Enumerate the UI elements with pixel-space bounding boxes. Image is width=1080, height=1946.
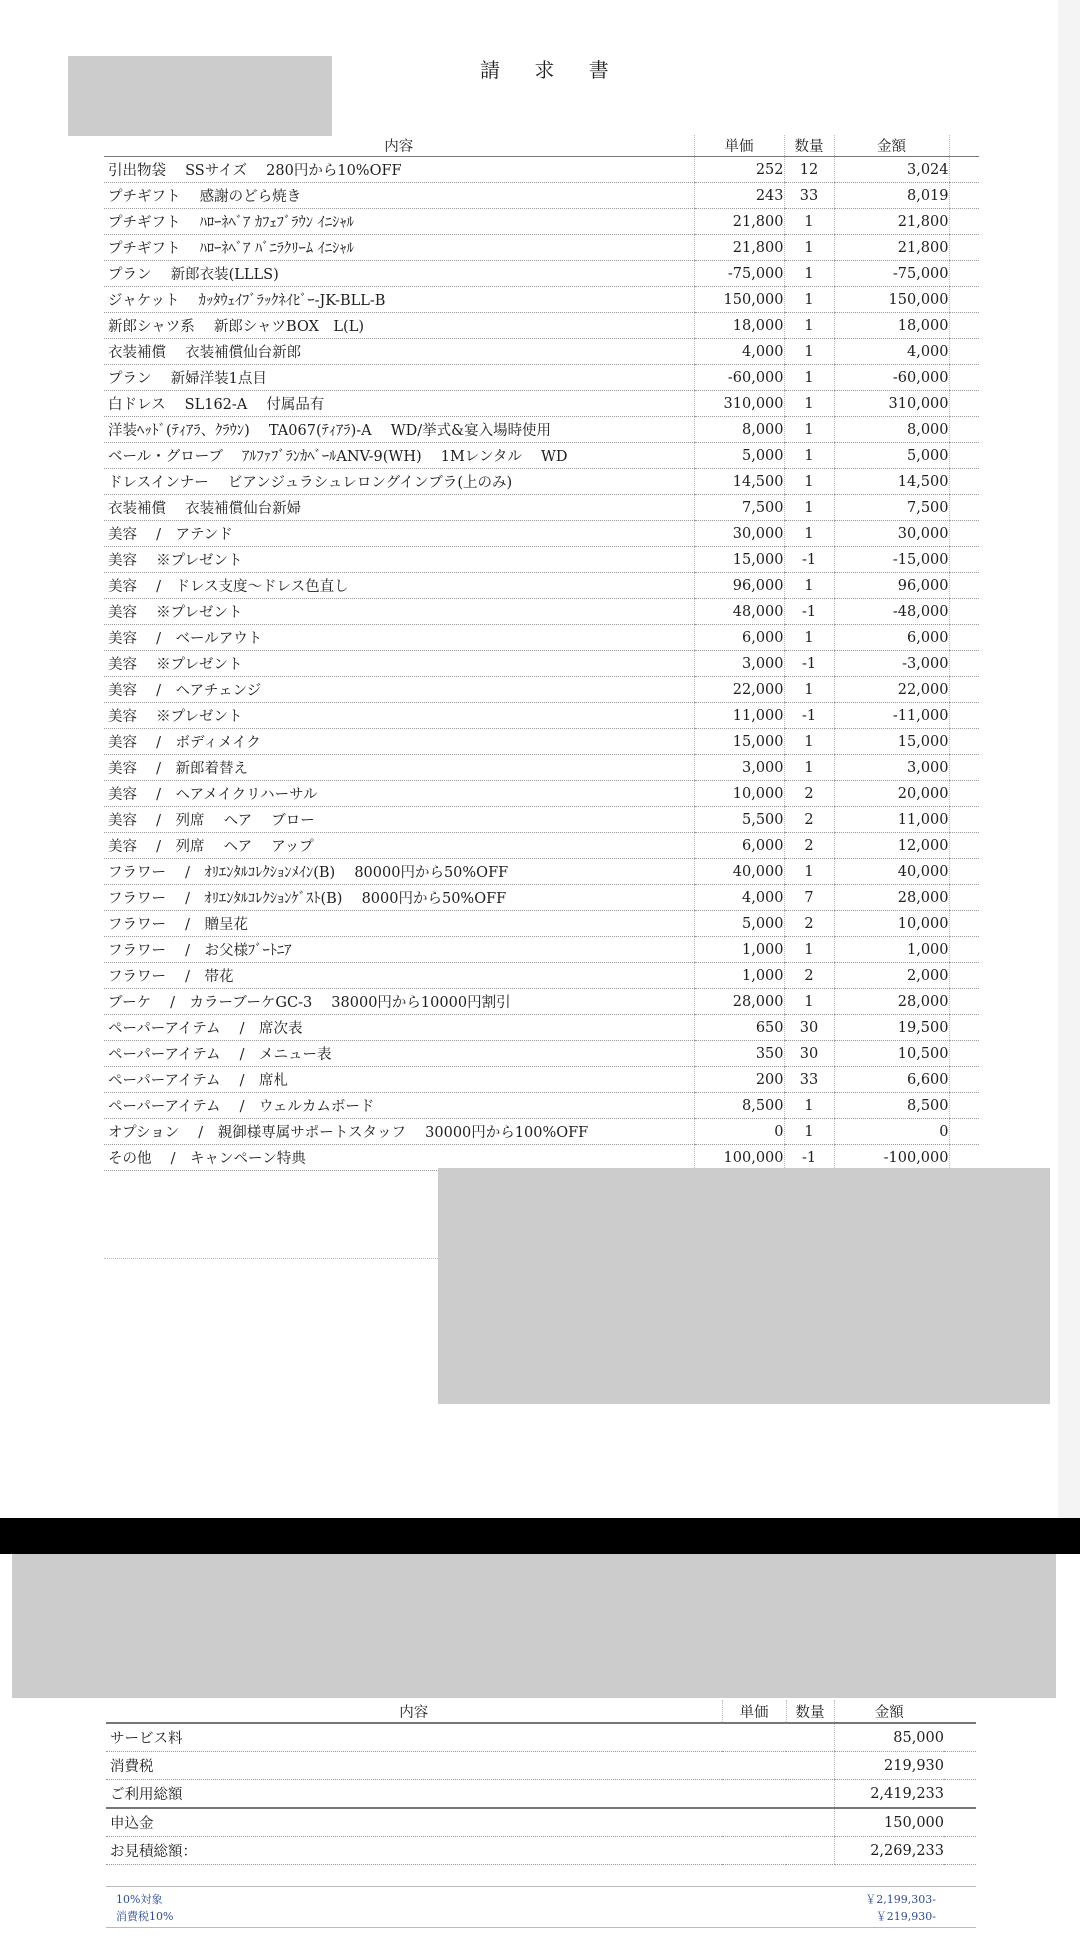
summary-label: 消費税 bbox=[106, 1752, 722, 1780]
row-unit-price: 310,000 bbox=[694, 391, 784, 417]
row-amount: 10,500 bbox=[834, 1041, 949, 1067]
row-unit-price: 11,000 bbox=[694, 703, 784, 729]
row-qty: -1 bbox=[784, 1145, 834, 1171]
row-unit-price: 22,000 bbox=[694, 677, 784, 703]
row-qty: 30 bbox=[784, 1015, 834, 1041]
table-row bbox=[104, 599, 979, 625]
row-qty: 2 bbox=[784, 807, 834, 833]
items-header-row bbox=[104, 135, 979, 157]
row-desc: プチギフト ﾊﾛｰﾈﾍﾞｱ ｶﾌｪﾌﾞﾗｳﾝ ｲﾆｼｬﾙ bbox=[104, 209, 694, 235]
row-unit-price: 3,000 bbox=[694, 755, 784, 781]
row-desc: ペーパーアイテム / 席札 bbox=[104, 1067, 694, 1093]
row-qty: 33 bbox=[784, 183, 834, 209]
redacted-block-stamp bbox=[438, 1168, 1050, 1404]
row-amount: -48,000 bbox=[834, 599, 949, 625]
row-amount: 150,000 bbox=[834, 287, 949, 313]
row-qty: 1 bbox=[784, 625, 834, 651]
row-unit-price: 6,000 bbox=[694, 833, 784, 859]
row-desc: 美容 / ヘアメイクリハーサル bbox=[104, 781, 694, 807]
table-row bbox=[104, 651, 979, 677]
row-amount: 18,000 bbox=[834, 313, 949, 339]
table-row bbox=[104, 1119, 979, 1145]
tax-label: 消費税10% bbox=[116, 1910, 174, 1923]
tax-value: ￥219,930- bbox=[875, 1910, 936, 1923]
row-amount: 40,000 bbox=[834, 859, 949, 885]
summary-table bbox=[106, 1700, 976, 1865]
row-desc: 美容 ※プレゼント bbox=[104, 547, 694, 573]
row-amount: 5,000 bbox=[834, 443, 949, 469]
row-amount: 19,500 bbox=[834, 1015, 949, 1041]
row-desc: 美容 / アテンド bbox=[104, 521, 694, 547]
row-amount: 14,500 bbox=[834, 469, 949, 495]
row-qty: 1 bbox=[784, 1119, 834, 1145]
row-unit-price: 7,500 bbox=[694, 495, 784, 521]
table-row bbox=[104, 209, 979, 235]
row-desc: プチギフト 感謝のどら焼き bbox=[104, 183, 694, 209]
table-row bbox=[104, 1015, 979, 1041]
table-row bbox=[104, 833, 979, 859]
table-row bbox=[104, 157, 979, 183]
summary-body bbox=[106, 1723, 976, 1865]
table-row bbox=[104, 1145, 979, 1171]
row-qty: 1 bbox=[784, 313, 834, 339]
summary-label: サービス料 bbox=[106, 1723, 722, 1752]
row-desc: 美容 / ドレス支度～ドレス色直し bbox=[104, 573, 694, 599]
table-row bbox=[104, 235, 979, 261]
row-qty: -1 bbox=[784, 547, 834, 573]
row-amount: 8,000 bbox=[834, 417, 949, 443]
summary-label: 申込金 bbox=[106, 1808, 722, 1837]
row-desc: ペーパーアイテム / ウェルカムボード bbox=[104, 1093, 694, 1119]
row-qty: 1 bbox=[784, 443, 834, 469]
row-qty: 1 bbox=[784, 495, 834, 521]
row-qty: -1 bbox=[784, 703, 834, 729]
row-unit-price: 8,000 bbox=[694, 417, 784, 443]
row-qty: 1 bbox=[784, 989, 834, 1015]
row-amount: 8,500 bbox=[834, 1093, 949, 1119]
summary-amount: 2,269,233 bbox=[834, 1837, 944, 1865]
row-qty: 1 bbox=[784, 573, 834, 599]
tax-breakdown bbox=[106, 1886, 976, 1928]
summary-row bbox=[106, 1808, 976, 1837]
row-amount: 15,000 bbox=[834, 729, 949, 755]
items-table bbox=[104, 135, 979, 1171]
row-desc: 美容 ※プレゼント bbox=[104, 599, 694, 625]
summary-label: お見積総額： bbox=[106, 1837, 722, 1865]
table-row bbox=[104, 547, 979, 573]
summary-header-desc: 内容 bbox=[106, 1700, 722, 1723]
row-qty: 1 bbox=[784, 1093, 834, 1119]
row-desc: 美容 / ベールアウト bbox=[104, 625, 694, 651]
tax-target-label: 10%対象 bbox=[116, 1893, 163, 1906]
row-desc: 美容 / ヘアチェンジ bbox=[104, 677, 694, 703]
row-unit-price: 21,800 bbox=[694, 209, 784, 235]
divider bbox=[104, 1258, 438, 1259]
row-amount: 11,000 bbox=[834, 807, 949, 833]
row-unit-price: 96,000 bbox=[694, 573, 784, 599]
row-unit-price: 252 bbox=[694, 157, 784, 183]
row-unit-price: 100,000 bbox=[694, 1145, 784, 1171]
row-desc: プチギフト ﾊﾛｰﾈﾍﾞｱ ﾊﾞﾆﾗｸﾘｰﾑ ｲﾆｼｬﾙ bbox=[104, 235, 694, 261]
row-amount: 22,000 bbox=[834, 677, 949, 703]
row-unit-price: 4,000 bbox=[694, 339, 784, 365]
table-row bbox=[104, 443, 979, 469]
row-unit-price: 0 bbox=[694, 1119, 784, 1145]
row-qty: 1 bbox=[784, 365, 834, 391]
row-unit-price: 243 bbox=[694, 183, 784, 209]
row-desc: プラン 新郎衣装(LLLS) bbox=[104, 261, 694, 287]
row-qty: 1 bbox=[784, 235, 834, 261]
row-amount: 21,800 bbox=[834, 235, 949, 261]
row-qty: 1 bbox=[784, 469, 834, 495]
row-desc: ドレスインナー ビアンジュラシュレロングインブラ(上のみ) bbox=[104, 469, 694, 495]
summary-row bbox=[106, 1837, 976, 1865]
row-unit-price: 3,000 bbox=[694, 651, 784, 677]
summary-header-qty: 数量 bbox=[786, 1700, 834, 1723]
row-qty: 2 bbox=[784, 963, 834, 989]
row-unit-price: 30,000 bbox=[694, 521, 784, 547]
row-qty: 12 bbox=[784, 157, 834, 183]
row-unit-price: 1,000 bbox=[694, 937, 784, 963]
row-amount: 4,000 bbox=[834, 339, 949, 365]
table-row bbox=[104, 885, 979, 911]
table-row bbox=[104, 781, 979, 807]
table-row bbox=[104, 365, 979, 391]
row-qty: 1 bbox=[784, 417, 834, 443]
table-row bbox=[104, 183, 979, 209]
table-row bbox=[104, 677, 979, 703]
row-qty: 1 bbox=[784, 339, 834, 365]
row-qty: 7 bbox=[784, 885, 834, 911]
table-row bbox=[104, 1093, 979, 1119]
table-row bbox=[104, 521, 979, 547]
table-row bbox=[104, 807, 979, 833]
row-qty: -1 bbox=[784, 651, 834, 677]
row-desc: 美容 ※プレゼント bbox=[104, 651, 694, 677]
row-unit-price: 28,000 bbox=[694, 989, 784, 1015]
row-qty: 2 bbox=[784, 781, 834, 807]
row-amount: 1,000 bbox=[834, 937, 949, 963]
summary-amount: 85,000 bbox=[834, 1723, 944, 1752]
table-row bbox=[104, 937, 979, 963]
row-unit-price: 21,800 bbox=[694, 235, 784, 261]
row-desc: 洋装ﾍｯﾄﾞ(ﾃｨｱﾗ、ｸﾗｳﾝ) TA067(ﾃｨｱﾗ)-A WD/挙式&宴入場時使用 bbox=[104, 417, 694, 443]
header-unit-price: 単価 bbox=[694, 135, 784, 157]
row-amount: 6,600 bbox=[834, 1067, 949, 1093]
header-desc: 内容 bbox=[104, 135, 694, 157]
row-unit-price: 350 bbox=[694, 1041, 784, 1067]
row-unit-price: 4,000 bbox=[694, 885, 784, 911]
row-amount: 28,000 bbox=[834, 989, 949, 1015]
row-desc: ジャケット ｶｯﾀｳｪｲﾌﾞﾗｯｸﾈｲﾋﾞｰ-JK-BLL-B bbox=[104, 287, 694, 313]
header-amount: 金額 bbox=[834, 135, 949, 157]
row-qty: 1 bbox=[784, 859, 834, 885]
row-unit-price: 18,000 bbox=[694, 313, 784, 339]
row-desc: ベール・グローブ ｱﾙﾌｧﾌﾞﾗﾝｶﾍﾞｰﾙANV-9(WH) 1Mレンタル WD bbox=[104, 443, 694, 469]
row-unit-price: 650 bbox=[694, 1015, 784, 1041]
row-desc: フラワー / 贈呈花 bbox=[104, 911, 694, 937]
row-amount: 2,000 bbox=[834, 963, 949, 989]
row-desc: 衣装補償 衣装補償仙台新婦 bbox=[104, 495, 694, 521]
row-amount: 21,800 bbox=[834, 209, 949, 235]
row-unit-price: 5,500 bbox=[694, 807, 784, 833]
table-row bbox=[104, 287, 979, 313]
row-desc: フラワー / お父様ﾌﾞｰﾄﾆｱ bbox=[104, 937, 694, 963]
row-unit-price: 1,000 bbox=[694, 963, 784, 989]
row-qty: 1 bbox=[784, 755, 834, 781]
redacted-block-header bbox=[68, 56, 332, 136]
row-amount: 20,000 bbox=[834, 781, 949, 807]
row-desc: 美容 ※プレゼント bbox=[104, 703, 694, 729]
row-unit-price: 15,000 bbox=[694, 729, 784, 755]
row-amount: 10,000 bbox=[834, 911, 949, 937]
summary-header-amount: 金額 bbox=[834, 1700, 944, 1723]
row-amount: 0 bbox=[834, 1119, 949, 1145]
table-row bbox=[104, 339, 979, 365]
summary-amount: 219,930 bbox=[834, 1752, 944, 1780]
table-row bbox=[104, 1067, 979, 1093]
table-row bbox=[104, 963, 979, 989]
summary-row bbox=[106, 1723, 976, 1752]
table-row bbox=[104, 469, 979, 495]
row-amount: 8,019 bbox=[834, 183, 949, 209]
row-qty: -1 bbox=[784, 599, 834, 625]
table-row bbox=[104, 391, 979, 417]
row-desc: オプション / 親御様専属サポートスタッフ 30000円から100%OFF bbox=[104, 1119, 694, 1145]
row-desc: 美容 / 列席 ヘア アップ bbox=[104, 833, 694, 859]
row-desc: 白ドレス SL162-A 付属品有 bbox=[104, 391, 694, 417]
row-qty: 33 bbox=[784, 1067, 834, 1093]
row-unit-price: 8,500 bbox=[694, 1093, 784, 1119]
row-desc: プラン 新婦洋装1点目 bbox=[104, 365, 694, 391]
summary-row bbox=[106, 1752, 976, 1780]
row-qty: 1 bbox=[784, 677, 834, 703]
table-row bbox=[104, 573, 979, 599]
row-unit-price: 150,000 bbox=[694, 287, 784, 313]
summary-header-unit-price: 単価 bbox=[722, 1700, 786, 1723]
row-unit-price: 5,000 bbox=[694, 911, 784, 937]
table-row bbox=[104, 313, 979, 339]
row-amount: -75,000 bbox=[834, 261, 949, 287]
summary-amount: 2,419,233 bbox=[834, 1780, 944, 1809]
row-desc: ペーパーアイテム / メニュー表 bbox=[104, 1041, 694, 1067]
row-desc: 美容 / 列席 ヘア ブロー bbox=[104, 807, 694, 833]
page-edge bbox=[1058, 0, 1080, 1518]
summary-label: ご利用総額 bbox=[106, 1780, 722, 1809]
row-qty: 30 bbox=[784, 1041, 834, 1067]
invoice-title: 請 求 書 bbox=[480, 58, 623, 82]
row-amount: 30,000 bbox=[834, 521, 949, 547]
table-row bbox=[104, 417, 979, 443]
row-unit-price: 48,000 bbox=[694, 599, 784, 625]
row-amount: 96,000 bbox=[834, 573, 949, 599]
row-amount: -3,000 bbox=[834, 651, 949, 677]
table-row bbox=[104, 495, 979, 521]
row-unit-price: 10,000 bbox=[694, 781, 784, 807]
row-qty: 1 bbox=[784, 937, 834, 963]
row-qty: 1 bbox=[784, 287, 834, 313]
row-qty: 2 bbox=[784, 911, 834, 937]
row-qty: 1 bbox=[784, 261, 834, 287]
row-unit-price: 14,500 bbox=[694, 469, 784, 495]
table-row bbox=[104, 989, 979, 1015]
row-qty: 1 bbox=[784, 521, 834, 547]
row-desc: フラワー / 帯花 bbox=[104, 963, 694, 989]
table-row bbox=[104, 911, 979, 937]
row-desc: 衣装補償 衣装補償仙台新郎 bbox=[104, 339, 694, 365]
row-unit-price: 200 bbox=[694, 1067, 784, 1093]
summary-row bbox=[106, 1780, 976, 1809]
row-desc: 美容 / ボディメイク bbox=[104, 729, 694, 755]
table-row bbox=[104, 729, 979, 755]
row-desc: 美容 / 新郎着替え bbox=[104, 755, 694, 781]
row-amount: 3,000 bbox=[834, 755, 949, 781]
row-amount: -15,000 bbox=[834, 547, 949, 573]
row-desc: フラワー / ｵﾘｴﾝﾀﾙｺﾚｸｼｮﾝｹﾞｽﾄ(B) 8000円から50%OFF bbox=[104, 885, 694, 911]
tax-target-value: ￥2,199,303- bbox=[865, 1893, 936, 1906]
row-qty: 1 bbox=[784, 209, 834, 235]
table-row bbox=[104, 1041, 979, 1067]
row-unit-price: 15,000 bbox=[694, 547, 784, 573]
row-amount: 3,024 bbox=[834, 157, 949, 183]
table-row bbox=[104, 625, 979, 651]
table-row bbox=[104, 859, 979, 885]
row-desc: 引出物袋 SSサイズ 280円から10%OFF bbox=[104, 157, 694, 183]
row-desc: ブーケ / カラーブーケGC-3 38000円から10000円割引 bbox=[104, 989, 694, 1015]
row-qty: 1 bbox=[784, 729, 834, 755]
row-qty: 1 bbox=[784, 391, 834, 417]
row-amount: 7,500 bbox=[834, 495, 949, 521]
table-row bbox=[104, 703, 979, 729]
row-desc: ペーパーアイテム / 席次表 bbox=[104, 1015, 694, 1041]
summary-header-row bbox=[106, 1700, 976, 1723]
row-unit-price: -75,000 bbox=[694, 261, 784, 287]
row-amount: -100,000 bbox=[834, 1145, 949, 1171]
header-qty: 数量 bbox=[784, 135, 834, 157]
items-body bbox=[104, 157, 979, 1171]
table-row bbox=[104, 755, 979, 781]
row-amount: 28,000 bbox=[834, 885, 949, 911]
row-unit-price: 5,000 bbox=[694, 443, 784, 469]
summary-amount: 150,000 bbox=[834, 1808, 944, 1837]
row-unit-price: 6,000 bbox=[694, 625, 784, 651]
row-amount: 6,000 bbox=[834, 625, 949, 651]
row-desc: フラワー / ｵﾘｴﾝﾀﾙｺﾚｸｼｮﾝﾒｲﾝ(B) 80000円から50%OFF bbox=[104, 859, 694, 885]
row-unit-price: -60,000 bbox=[694, 365, 784, 391]
row-qty: 2 bbox=[784, 833, 834, 859]
page-gap bbox=[0, 1518, 1080, 1554]
table-row bbox=[104, 261, 979, 287]
row-unit-price: 40,000 bbox=[694, 859, 784, 885]
redacted-block-page2-header bbox=[12, 1554, 1056, 1698]
row-amount: -11,000 bbox=[834, 703, 949, 729]
row-amount: 310,000 bbox=[834, 391, 949, 417]
row-amount: -60,000 bbox=[834, 365, 949, 391]
row-amount: 12,000 bbox=[834, 833, 949, 859]
row-desc: その他 / キャンペーン特典 bbox=[104, 1145, 694, 1171]
row-desc: 新郎シャツ系 新郎シャツBOX L(L) bbox=[104, 313, 694, 339]
